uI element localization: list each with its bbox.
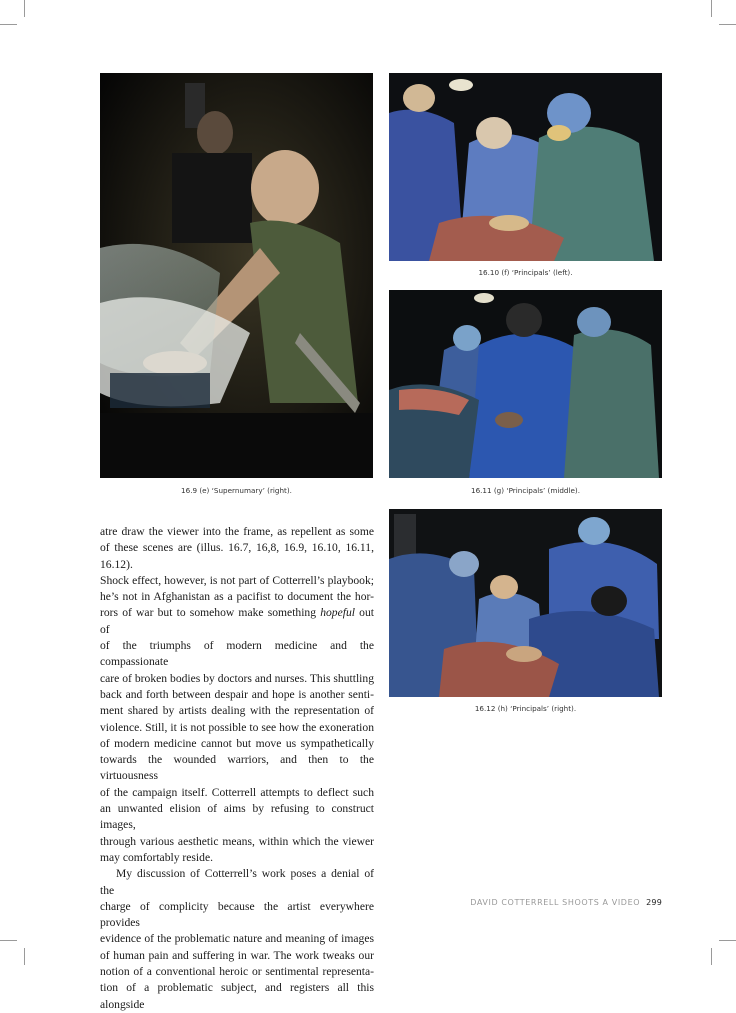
text-line: may comfortably reside. <box>100 850 213 864</box>
text-line: violence. Still, it is not possible to see how the exoneration <box>100 720 374 734</box>
crop-mark <box>24 948 25 965</box>
text-line: Shock effect, however, is not part of Cotterrell’s playbook; <box>100 573 374 587</box>
crop-mark <box>711 0 712 17</box>
figure-16-11-photo <box>389 290 662 478</box>
text-line: of human pain and suffering in war. The work tweaks our <box>100 948 374 962</box>
figure-16-9-caption: 16.9 (e) ‘Supernumary’ (right). <box>181 486 292 495</box>
italic-word: hopeful <box>320 606 355 620</box>
crop-mark <box>719 940 736 941</box>
crop-mark <box>0 24 17 25</box>
running-head: DAVID COTTERRELL SHOOTS A VIDEO <box>470 898 641 907</box>
figure-16-10-caption: 16.10 (f) ‘Principals’ (left). <box>478 268 573 277</box>
text-line: of modern medicine cannot but move us sympathetically <box>100 736 374 750</box>
text-line: My discussion of Cotterrell’s work poses a denial of the <box>100 867 374 897</box>
figure-16-10-photo <box>389 73 662 261</box>
text-line: of the triumphs of modern medicine and the compassionate <box>100 639 374 669</box>
crop-mark <box>24 0 25 17</box>
text-line <box>100 605 374 638</box>
figure-16-9-photo <box>100 73 373 478</box>
figure-16-12-caption: 16.12 (h) ‘Principals’ (right). <box>474 704 577 713</box>
body-paragraph-1 <box>100 524 374 866</box>
text-line: charge of complicity because the artist everywhere provides <box>100 899 374 930</box>
body-paragraph-2 <box>100 866 374 1013</box>
text-line: through various aesthetic means, within which the viewer <box>100 834 374 848</box>
text-line: atre draw the viewer into the frame, as repellent as some <box>100 525 374 538</box>
text-line: care of broken bodies by doctors and nurses. This shuttling <box>100 671 374 685</box>
text-line: tion of a problematic subject, and registers all this alongside <box>100 981 374 1011</box>
crop-mark <box>719 24 736 25</box>
body-text <box>100 524 374 1013</box>
text-line: he’s not in Afghanistan as a pacifist to document the hor- <box>100 590 374 604</box>
text-line: towards the wounded warriors, and then to the virtuousness <box>100 753 374 783</box>
page-number: 299 <box>646 898 662 907</box>
figure-16-11-image <box>389 290 662 478</box>
text-run: rors of war but to somehow make something <box>100 606 321 620</box>
text-line: of the campaign itself. Cotterrell attempts to deflect such <box>100 785 374 799</box>
figure-16-11-caption: 16.11 (g) ‘Principals’ (middle). <box>471 486 580 495</box>
text-line: back and forth between despair and hope is another senti- <box>100 687 374 701</box>
text-line: notion of a conventional heroic or sentimental representa- <box>100 965 374 979</box>
text-line: an unwanted elision of aims by refusing to construct images, <box>100 802 374 832</box>
text-line: ment shared by artists dealing with the representation of <box>100 704 374 718</box>
crop-mark <box>711 948 712 965</box>
crop-mark <box>0 940 17 941</box>
text-line: of these scenes are (illus. 16.7, 16,8, 16.9, 16.10, 16.11, 16.12). <box>100 541 374 571</box>
running-footer <box>470 898 662 907</box>
text-line: evidence of the problematic nature and meaning of images <box>100 932 374 946</box>
figure-16-12-image <box>389 509 662 697</box>
figure-16-9-image <box>100 73 373 478</box>
figure-16-12-photo <box>389 509 662 697</box>
text-run: out of <box>100 606 374 636</box>
figure-16-10-image <box>389 73 662 261</box>
